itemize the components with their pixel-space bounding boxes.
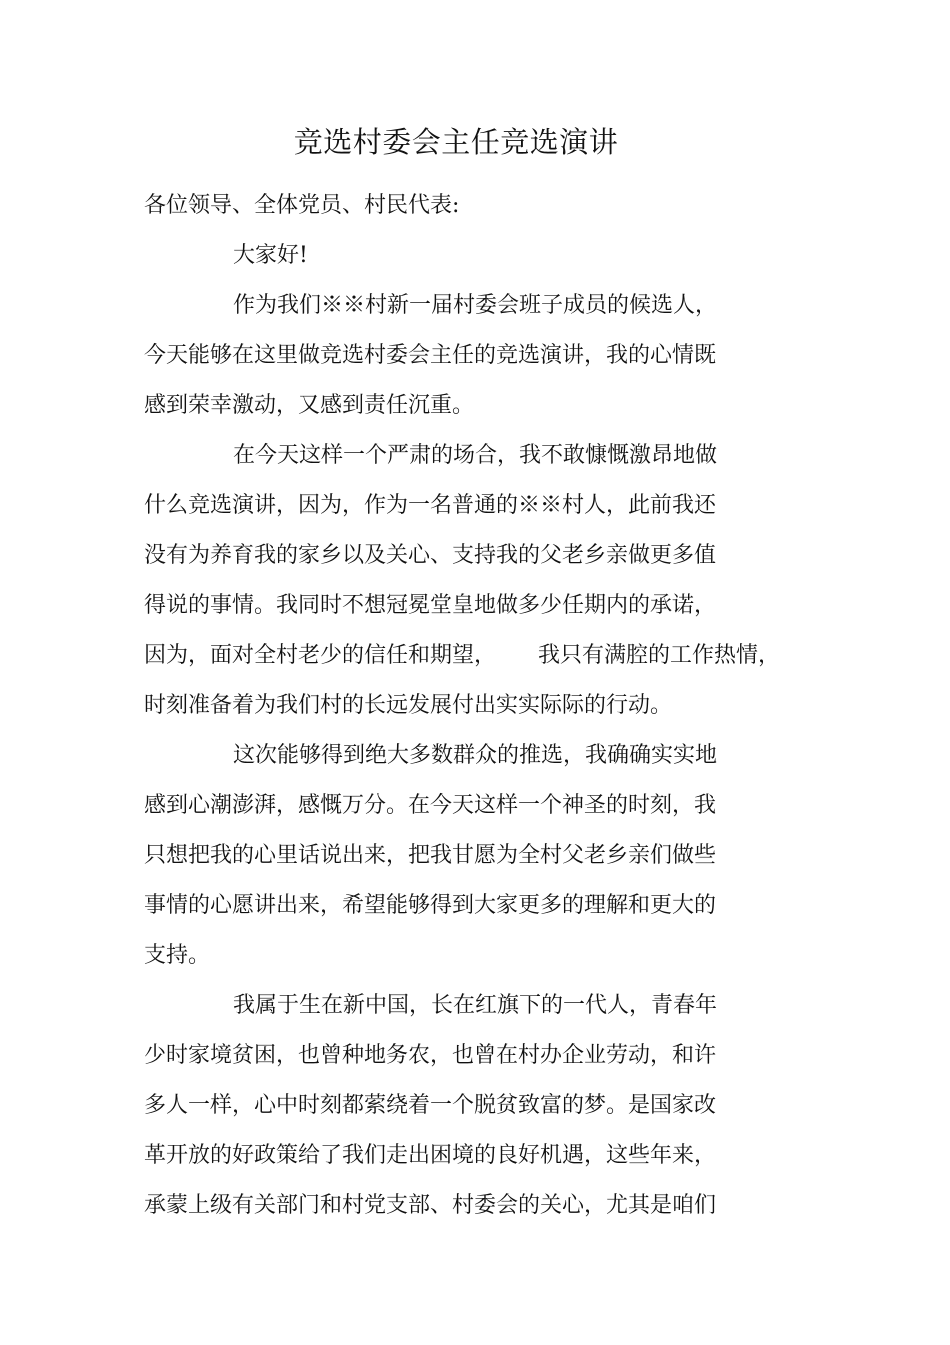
greeting-line: 大家好!	[233, 243, 308, 268]
body-line: 多人一样，心中时刻都萦绕着一个脱贫致富的梦。是国家改	[144, 1093, 717, 1118]
body-line: 承蒙上级有关部门和村党支部、村委会的关心，尤其是咱们	[144, 1193, 717, 1218]
body-line: 得说的事情。我同时不想冠冕堂皇地做多少任期内的承诺，	[144, 593, 717, 618]
body-line: 感到心潮澎湃，感慨万分。在今天这样一个神圣的时刻，我	[144, 793, 717, 818]
document-title: 竞选村委会主任竞选演讲	[293, 125, 619, 159]
body-line: 只想把我的心里话说出来，把我甘愿为全村父老乡亲们做些	[144, 843, 717, 868]
body-line: 什么竞选演讲，因为，作为一名普通的※※村人，此前我还	[144, 493, 717, 518]
body-line: 因为，面对全村老少的信任和期望， 我只有满腔的工作热情，	[144, 643, 780, 668]
body-line: 时刻准备着为我们村的长远发展付出实实际际的行动。	[144, 693, 673, 718]
body-line: 事情的心愿讲出来，希望能够得到大家更多的理解和更大的	[144, 893, 717, 918]
salutation-line: 各位领导、全体党员、村民代表:	[144, 193, 460, 218]
body-line: 感到荣幸激动，又感到责任沉重。	[144, 393, 475, 418]
body-line: 在今天这样一个严肃的场合，我不敢慷慨激昂地做	[233, 443, 718, 468]
body-line: 少时家境贫困，也曾种地务农，也曾在村办企业劳动，和许	[144, 1043, 717, 1068]
body-line: 没有为养育我的家乡以及关心、支持我的父老乡亲做更多值	[144, 543, 717, 568]
body-line: 作为我们※※村新一届村委会班子成员的候选人，	[233, 293, 718, 318]
body-line: 支持。	[144, 943, 211, 968]
body-line: 革开放的好政策给了我们走出困境的良好机遇，这些年来，	[144, 1143, 717, 1168]
body-line: 我属于生在新中国，长在红旗下的一代人，青春年	[233, 993, 718, 1018]
body-line: 今天能够在这里做竞选村委会主任的竞选演讲，我的心情既	[144, 343, 717, 368]
body-line: 这次能够得到绝大多数群众的推选，我确确实实地	[233, 743, 718, 768]
